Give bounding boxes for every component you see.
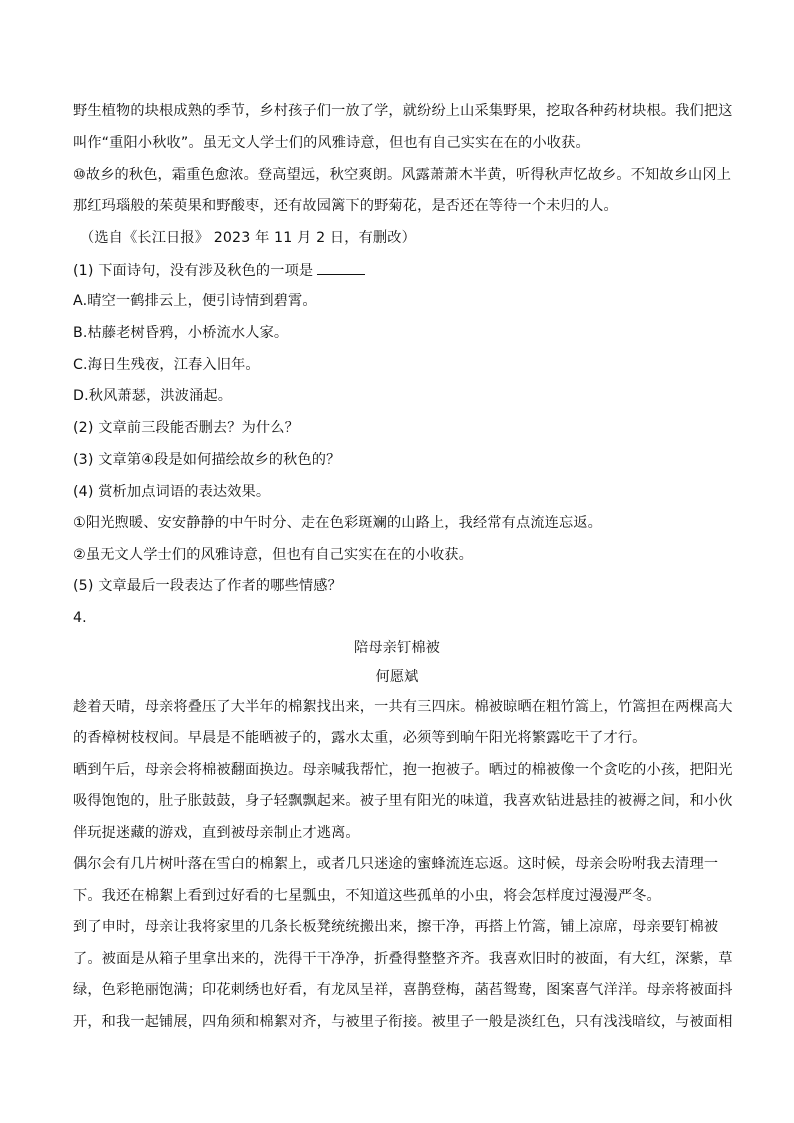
question-4-item-1: ①阳光煦暖、安安静静的中午时分、走在色彩斑斓的山路上，我经常有点流连忘返。 [73, 515, 603, 531]
article-line: 了。被面是从箱子里拿出来的，洗得干干净净，折叠得整整齐齐。我喜欢旧时的被面，有大红，深紫，草 [73, 951, 733, 967]
article-author: 何愿斌 [375, 669, 419, 685]
article-line: 下。我还在棉絮上看到过好看的七星瓢虫，不知道这些孤单的小虫，将会怎样度过漫漫严冬。 [73, 888, 661, 904]
article-line: 吸得饱饱的，肚子胀鼓鼓，身子轻飘飘起来。被子里有阳光的味道，我喜欢钻进悬挂的被褥之间，和小伙 [73, 793, 733, 809]
item-number: 4. [73, 610, 87, 626]
question-4-item-2: ②虽无文人学士们的风雅诗意，但也有自己实实在在的小收获。 [73, 547, 473, 563]
question-1-text: (1) 下面诗句，没有涉及秋色的一项是 [73, 263, 314, 279]
article-line: 偶尔会有几片树叶落在雪白的棉絮上，或者几只迷途的蜜蜂流连忘返。这时候，母亲会吩咐我去清理一 [73, 856, 719, 872]
question-1-option-c: C.海日生残夜，江春入旧年。 [73, 357, 260, 373]
source-note: （选自《长江日报》 2023 年 11 月 2 日，有删改） [80, 230, 416, 246]
answer-blank [317, 260, 365, 275]
question-1-option-a: A.晴空一鹤排云上，便引诗情到碧霄。 [73, 293, 317, 309]
article-line: 伴玩捉迷藏的游戏，直到被母亲制止才逃离。 [73, 825, 360, 841]
article-line: 趁着天晴，母亲将叠压了大半年的棉絮找出来，一共有三四床。棉被晾晒在粗竹篙上，竹篙担在两棵高大 [73, 699, 733, 715]
article-line: 开，和我一起铺展，四角须和棉絮对齐，与被里子衔接。被里子一般是淡红色，只有浅浅暗纹，与被面相 [73, 1014, 733, 1030]
question-2: (2) 文章前三段能否删去？为什么？ [73, 420, 299, 436]
paragraph-9-line-1: 野生植物的块根成熟的季节，乡村孩子们一放了学，就纷纷上山采集野果，挖取各种药材块根。我们把这 [73, 103, 733, 119]
question-1 [73, 260, 733, 281]
paragraph-10-line-2: 那红玛瑙般的茱萸果和野酸枣，还有故园篱下的野菊花，是否还在等待一个未归的人。 [73, 198, 618, 214]
question-1-option-d: D.秋风萧瑟，洪波涌起。 [73, 388, 233, 404]
article-line: 绿，色彩艳丽饱满；印花刺绣也好看，有龙凤呈祥，喜鹊登梅，菡萏鸳鸯，图案喜气洋洋。母亲将被面抖 [73, 982, 733, 998]
question-3: (3) 文章第④段是如何描绘故乡的秋色的？ [73, 452, 341, 468]
question-5: (5) 文章最后一段表达了作者的哪些情感？ [73, 578, 342, 594]
paragraph-10-line-1: ⑩故乡的秋色，霜重色愈浓。登高望远，秋空爽朗。风露萧萧木半黄，听得秋声忆故乡。不知故乡山冈上 [73, 167, 732, 183]
paragraph-9-line-2: 叫作“重阳小秋收”。虽无文人学士们的风雅诗意，但也有自己实实在在的小收获。 [73, 135, 590, 151]
question-4: (4) 赏析加点词语的表达效果。 [73, 484, 271, 500]
article-line: 晒到午后，母亲会将棉被翻面换边。母亲喊我帮忙，抱一抱被子。晒过的棉被像一个贪吃的小孩，把阳光 [73, 762, 733, 778]
article-line: 的香樟树枝杈间。早晨是不能晒被子的，露水太重，必须等到晌午阳光将繁露吃干了才行。 [73, 730, 647, 746]
question-1-option-b: B.枯藤老树昏鸦，小桥流水人家。 [73, 325, 289, 341]
article-line: 到了申时，母亲让我将家里的几条长板凳统统搬出来，擦干净，再搭上竹篙，铺上凉席，母亲要钉棉被 [73, 919, 719, 935]
article-title: 陪母亲钉棉被 [353, 640, 441, 656]
